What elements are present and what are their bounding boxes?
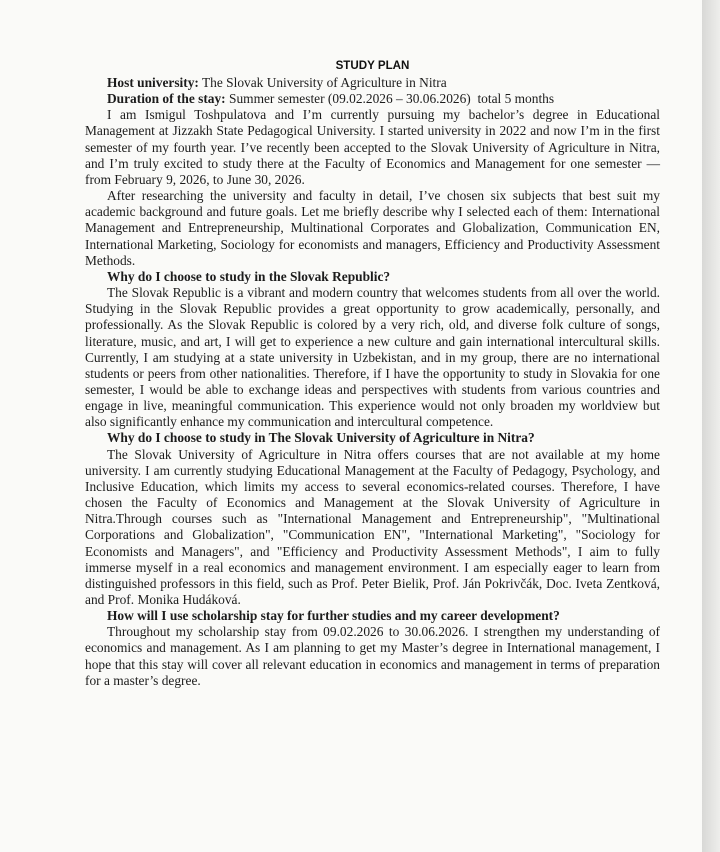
section-body-university: The Slovak University of Agriculture in Nitra offers courses that are not available at my home university. I am currently studying Educational Management at the Faculty of Pedagogy, Psychology, and Inclusive Education, which limits my access to several economics-related courses. Therefore, I have chosen the Faculty of Economics and Management at the Slovak University of Agriculture in Nitra.Through courses such as "International Management and Entrepreneurship", "Multinational Corporations and Globalization", "Communication EN", "International Marketing", "Sociology for Economists and Managers", and "Efficiency and Productivity Assessment Methods", I aim to fully immerse myself in a real economics and management environment. I am especially eager to learn from distinguished professors in this field, such as Prof. Peter Bielik, Prof. Ján Pokrivčák, Doc. Iveta Zentková, and Prof. Monika Hudáková. xyxy=(85,446,660,607)
study-plan-document xyxy=(85,58,660,689)
host-university-label: Host university: xyxy=(107,75,199,90)
section-heading-university: Why do I choose to study in The Slovak University of Agriculture in Nitra? xyxy=(107,430,535,446)
section-body-career: Throughout my scholarship stay from 09.02.2026 to 30.06.2026. I strengthen my understanding of economics and management. As I am planning to get my Master’s degree in International management, I hope that this stay will cover all relevant education in economics and management in terms of preparation for a master’s degree. xyxy=(85,624,660,688)
host-university-line xyxy=(85,75,660,91)
subjects-paragraph: After researching the university and faculty in detail, I’ve chosen six subjects that best suit my academic background and future goals. Let me briefly describe why I selected each of them: International Management and Entrepreneurship, Multinational Corporates and Globalization, Communication EN, International Marketing, Sociology for economists and managers, Efficiency and Productivity Assessment Methods. xyxy=(85,188,660,268)
section-heading-slovak-republic: Why do I choose to study in the Slovak Republic? xyxy=(107,268,391,284)
duration-line xyxy=(85,91,660,107)
page-edge-shadow xyxy=(702,0,720,852)
section-heading-career: How will I use scholarship stay for further studies and my career development? xyxy=(107,608,560,624)
document-title: STUDY PLAN xyxy=(335,59,410,72)
duration-label: Duration of the stay: xyxy=(107,91,226,107)
section-body-slovak-republic: The Slovak Republic is a vibrant and modern country that welcomes students from all over the world. Studying in the Slovak Republic provides a great opportunity to grow academically, personally, and professionally. As the Slovak Republic is colored by a very rich, old, and diverse folk culture of songs, literature, music, and art, I will get to experience a new culture and gain international intercultural skills. Currently, I am studying at a state university in Uzbekistan, and in my group, there are no international students or peers from other nationalities. Therefore, if I have the opportunity to study in Slovakia for one semester, I would be able to exchange ideas and perspectives with students from various countries and engage in live, meaningful communication. This experience would not only broaden my worldview but also significantly enhance my communication and intercultural competence. xyxy=(85,285,660,430)
host-university-value: The Slovak University of Agriculture in Nitra xyxy=(201,75,447,90)
duration-value: Summer semester (09.02.2026 – 30.06.2026) total 5 months xyxy=(229,91,555,107)
intro-paragraph: I am Ismigul Toshpulatova and I’m currently pursuing my bachelor’s degree in Educational Management at Jizzakh State Pedagogical University. I started university in 2022 and now I’m in the first semester of my fourth year. I’ve recently been accepted to the Slovak University of Agriculture in Nitra, and I’m truly excited to study there at the Faculty of Economics and Management for one semester — from February 9, 2026, to June 30, 2026. xyxy=(85,107,660,187)
